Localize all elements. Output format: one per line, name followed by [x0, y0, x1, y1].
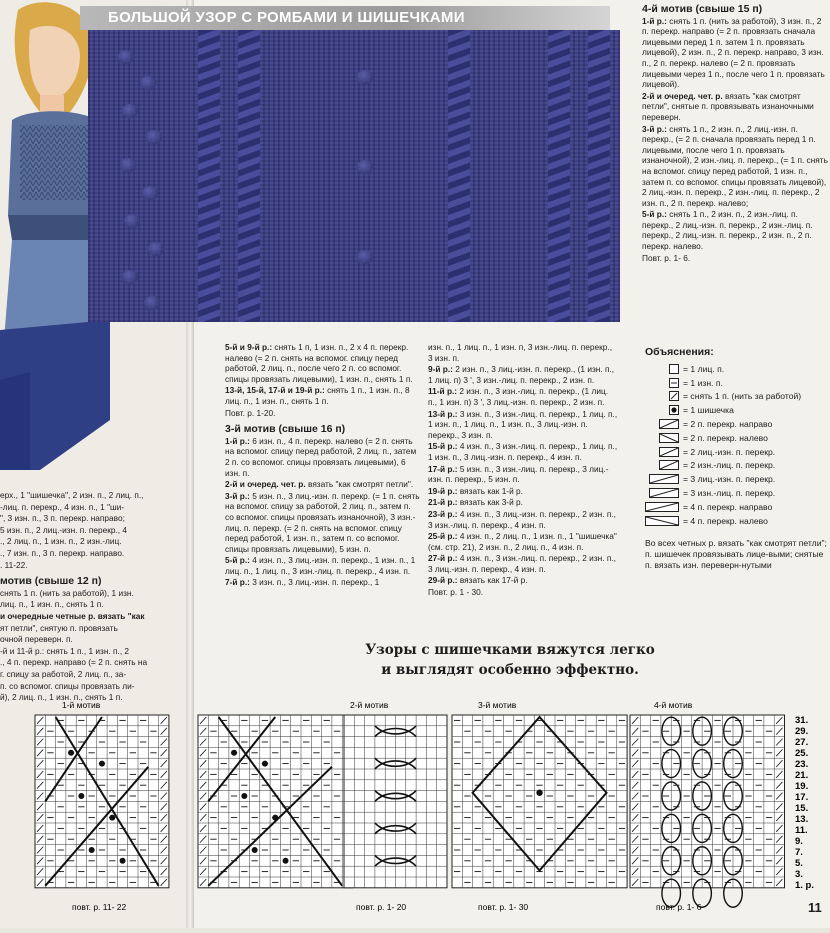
repeat-note: Повт. р. 1- 6.	[642, 252, 691, 263]
motif-4-heading: 4-й мотив (свыше 15 п)	[642, 3, 763, 15]
row-number-label: 3.	[795, 869, 803, 881]
row-number-label: 19.	[795, 781, 809, 793]
bobble-symbol-icon	[645, 405, 679, 415]
legend-item	[645, 459, 830, 473]
legend-text: = снять 1 п. (нить за работой)	[683, 391, 802, 402]
slogan-line-1: Узоры с шишечками вяжутся легко	[365, 642, 655, 658]
row-text: 5 изн. п., 3 изн.-лиц. п. перекр., 3 лиц.-изн. п. перекр., 5 изн. п.	[428, 463, 609, 485]
slogan-line-2: и выглядят особенно эффектно.	[381, 662, 639, 678]
left-line2-5: очной переверн. п.	[0, 634, 73, 645]
row-number-label: 29.	[795, 726, 809, 738]
row-head: 15-й р.:	[428, 441, 458, 452]
left-line-1: ерх., 1 "шишечка", 2 изн. п., 2 лиц. п.,	[0, 490, 144, 500]
row-head: 23-й р.:	[428, 508, 458, 519]
left-line-3: ", 3 изн. п., 3 п. перекр. направо;	[0, 513, 125, 524]
legend-text: = 2 п. перекр. направо	[683, 419, 773, 430]
row-head: 3-й р.:	[225, 490, 250, 501]
pl3-symbol-icon	[645, 488, 679, 498]
instructions-column-3	[642, 4, 828, 264]
legend-item	[645, 376, 830, 390]
pl2-symbol-icon	[645, 460, 679, 470]
motif-1-label: 1-й мотив	[62, 700, 101, 710]
legend-item	[645, 362, 830, 376]
cross2l-symbol-icon	[645, 433, 679, 443]
left-line2-3: и очередные четные р. вязать "как	[0, 610, 145, 621]
row-head: 1-й р.:	[642, 15, 667, 26]
left-line-6: ., 7 изн. п., 3 п. перекр. направо.	[0, 547, 125, 558]
row-head: 7-й р.:	[225, 577, 250, 588]
row-number-label: 25.	[795, 748, 809, 760]
legend-text: = 1 лиц. п.	[683, 363, 725, 374]
row-number-label: 17.	[795, 792, 809, 804]
knit-swatch-photo	[88, 30, 620, 322]
row-text: вязать "как смотрят петли", снятые п. провязывать изнаночными переверн.	[642, 90, 814, 122]
row-text: 4 изн. п., 3 лиц.-изн. п. перекр., 1 изн. п., 1 лиц. п., 1 лиц. п., 3 изн.-лиц. п. перекр., 4 изн. п.	[225, 555, 416, 576]
row-text: вязать как 17-й р.	[459, 575, 528, 586]
row-text: 4 изн. п., 3 изн.-лиц. п. перекр., 1 лиц. п., 1 изн. п., 3 лиц.-изн. п. перекр., 4 изн. п.	[428, 441, 618, 462]
banner-title: БОЛЬШОЙ УЗОР С РОМБАМИ И ШИШЕЧКАМИ	[108, 9, 465, 26]
row-text: снять 1 п, 1 изн. п., 2 х 4 п. перекр. налево (= 2 п. снять на вспомог. спицу перед работой, 2 лиц. п., после чего 2 п. со вспомог. спицы провязать лицевыми), 1 изн. п., снять 1 п.	[225, 342, 413, 384]
row-number-label: 31.	[795, 715, 809, 726]
row-text: 2 изн. п., 3 изн.-лиц. п. перекр., (1 лиц. п., 1 изн. п) 3 ', 3 лиц.-изн. п. перекр., 2 изн. п.	[428, 386, 609, 407]
left-line-4: 5 изн. п., 2 лиц.-изн. п. перекр., 4	[0, 524, 128, 535]
row-head: 11-й р.:	[428, 386, 458, 397]
page-number: 11	[808, 900, 822, 915]
knit-symbol-icon	[645, 364, 679, 374]
row-text: снять 1 п., 2 изн. п., 2 лиц.-изн. п. перекр., (= 2 п. сначала провязать перед 1 п. лицевыми, после чего 1 п. провязать изнаночной), 2 изн.-лиц. п. перекр., (= 1 п. снять на вспомог. спицу перед работой, 1 изн. п., затем п. со вспомог. спицы провязать лицевой), 2 лиц.-изн. п. перекр., 2 изн.-лиц. п. перекр., 2 изн. п., 2 п. перекр. налево;	[642, 123, 828, 208]
slip-symbol-icon	[645, 391, 679, 401]
chart-motif-2	[344, 715, 447, 888]
legend-text: = 2 изн.-лиц. п. перекр.	[683, 460, 776, 471]
legend-note: Во всех четных р. вязать "как смотрят петли"; п. шишечек провязывать лице-выми; снятые п. вязать изн. переверн-нутыми	[645, 537, 827, 570]
repeat-label-4: повт. р. 1- 6	[656, 902, 702, 912]
legend-text: = 3 лиц.-изн. п. перекр.	[683, 474, 776, 485]
row-text: снять 1 п. (нить за работой), 3 изн. п., 2 п. перекр. направо (= 2 п. провязать сначала лицевыми перед 1 п. затем 1 п. провязать лицевой), 2 изн. п., 2 п. перекр. направо, 3 изн. п., 2 п. перекр. налево (= 2 п. провязать лицевыми через 1 п., после чего 1 п. провязать лицевой).	[642, 15, 825, 90]
row-head: 2-й и очеред. чет. р.	[225, 479, 306, 490]
row-text: 2 изн. п., 3 лиц.-изн. п. перекр., (1 изн. п., 1 лиц. п) 3 ', 3 изн.-лиц. п. перекр., 2 изн. п.	[428, 364, 615, 385]
legend-item	[645, 431, 830, 445]
instructions-column-1	[225, 342, 420, 589]
row-text: снять 1 п., 1 изн. п., 8 лиц. п., 1 изн. п., снять 1 п.	[225, 385, 410, 406]
row-head: 3-й р.:	[642, 123, 667, 134]
row-head: 13-й, 15-й, 17-й и 19-й р.:	[225, 385, 325, 396]
legend	[645, 346, 830, 571]
row-text: 4 изн. п., 2 лиц. п., 1 изн. п., 1 "шишечка" (см. стр. 21), 2 изн. п., 2 лиц. п., 4 изн. п.	[428, 531, 617, 552]
row-text: вязать как 1-й р.	[459, 485, 523, 496]
row-head: 25-й р.:	[428, 531, 458, 542]
legend-item	[645, 500, 830, 514]
row-number-label: 21.	[795, 770, 809, 782]
legend-text: = 1 изн. п.	[683, 377, 723, 388]
row-head: 5-й и 9-й р.:	[225, 342, 273, 352]
row-number-label: 1. р.	[795, 880, 815, 892]
row-number-label: 23.	[795, 759, 809, 771]
left-line2-4: ят петли", снятую п. провязать	[0, 622, 118, 633]
row-head: 9-й р.:	[428, 364, 453, 375]
row-text: 3 изн. п., 3 изн.-лиц. п. перекр., 1 лиц. п., 1 изн. п., 1 лиц. п., 1 изн. п., 3 лиц.-изн. п. перекр., 3 изн. п.	[428, 408, 618, 440]
legend-item	[645, 514, 830, 528]
repeat-note: Повт. р. 1 - 30.	[428, 587, 484, 598]
cross2r-symbol-icon	[645, 419, 679, 429]
motif-3-label: 3-й мотив	[478, 700, 517, 710]
slogan	[300, 640, 720, 680]
row-head: 5-й р.:	[642, 209, 667, 220]
motif-4-label: 4-й мотив	[654, 700, 693, 710]
row-number-label: 27.	[795, 737, 809, 749]
left-line-5: ., 2 лиц. п., 1 изн. п., 2 изн.-лиц.	[0, 536, 122, 547]
chart-motif-4	[630, 715, 785, 907]
row-head: 27-й р.:	[428, 553, 458, 564]
row-head: 13-й р.:	[428, 408, 458, 419]
chart-motif-3	[452, 715, 627, 888]
legend-text: = 2 лиц.-изн. п. перекр.	[683, 446, 776, 457]
row-text: 4 изн. п., 3 изн.-лиц. п. перекр., 2 изн. п., 3 лиц.-изн. п. перекр., 4 изн. п.	[428, 553, 616, 574]
row-text: 6 изн. п., 4 п. перекр. налево (= 2 п. снять на вспомог. спицу перед работой, 2 лиц. п., затем 2 п. со вспомог. спицы провязать лицевыми), 6 изн. п.	[225, 435, 417, 478]
row-text: снять 1 п., 2 изн. п., 2 изн.-лиц. п. перекр., 2 лиц.-изн. п. перекр., 2 изн.-лиц. п. перекр., 2 лиц.-изн. п. перекр., 2 изн. п., 2 п. перекр. налево.	[642, 209, 813, 252]
row-number-label: 9.	[795, 836, 803, 848]
row-text: изн. п., 1 лиц. п., 1 изн. п, 3 изн.-лиц. п. перекр., 3 изн. п.	[428, 342, 612, 363]
lp3-symbol-icon	[645, 474, 679, 484]
motif-3-heading: 3-й мотив (свыше 16 п)	[225, 423, 346, 436]
legend-item	[645, 417, 830, 431]
cable-column-4	[548, 30, 570, 322]
repeat-label-3: повт. р. 1- 30	[478, 902, 529, 912]
legend-item	[645, 472, 830, 486]
cable-column-5	[588, 30, 610, 322]
left-line2-1: снять 1 п. (нить за работой), 1 изн.	[0, 587, 134, 598]
chart-motif-1b	[198, 715, 353, 888]
legend-item	[645, 486, 830, 500]
left-line2-9: п. со вспомог. спицы провязать ли-	[0, 680, 135, 691]
legend-item	[645, 390, 830, 404]
repeat-label-1: повт. р. 11- 22	[72, 902, 127, 912]
legend-item	[645, 445, 830, 459]
cable-column-1	[198, 30, 220, 322]
row-head: 2-й и очеред. чет. р.	[642, 90, 723, 101]
row-text: 4 изн. п., 3 лиц.-изн. п. перекр., 2 изн. п., 3 изн.-лиц. п. перекр., 4 изн. п.	[428, 508, 616, 530]
left-line-2: -лиц. п. перекр., 4 изн. п., 1 "ши-	[0, 501, 125, 512]
article-banner	[80, 6, 610, 30]
motif-2-label: 2-й мотив	[350, 700, 389, 710]
legend-text: = 1 шишечка	[683, 405, 734, 416]
left-line2-7: ., 4 п. перекр. направо (= 2 п. снять на	[0, 657, 148, 668]
row-text: 5 изн. п., 3 лиц.-изн. п. перекр. (= 1 п. снять на вспомог. спицу за работой, 2 лиц. п., затем п. со вспомог. спицы провязать изнаночной), 3 изн.-лиц. п. перекр. (= 2 п. снять на вспомог. спицу перед работой, 1 изн. п., затем п. со вспомог. спицы провязать лицевыми), 5 изн. п.	[225, 490, 420, 554]
cross4r-symbol-icon	[645, 502, 679, 512]
row-number-label: 13.	[795, 814, 809, 826]
left-line2-8: г. спицу за работой, 2 лиц. п., за-	[0, 668, 127, 679]
chart-motif-1	[35, 715, 169, 888]
row-head: 19-й р.:	[428, 485, 458, 496]
left-text-fragment	[0, 490, 180, 704]
legend-item	[645, 403, 830, 417]
bobble-column-1	[108, 30, 178, 322]
row-head: 21-й р.:	[428, 497, 458, 508]
cross4l-symbol-icon	[645, 516, 679, 526]
purl-symbol-icon	[645, 378, 679, 388]
row-number-label: 7.	[795, 847, 803, 859]
row-head: 5-й р.:	[225, 555, 250, 566]
row-text: вязать как 3-й р.	[459, 497, 523, 508]
row-number-label: 5.	[795, 858, 803, 870]
row-number-label: 11.	[795, 825, 808, 837]
row-head: 17-й р.:	[428, 463, 458, 474]
row-head: 1-й р.:	[225, 435, 250, 446]
knitting-charts	[0, 695, 830, 928]
legend-text: = 2 п. перекр. налево	[683, 432, 768, 443]
legend-text: = 4 п. перекр. направо	[683, 501, 773, 512]
left-line-7: . 11-22.	[0, 559, 28, 570]
legend-text: = 3 изн.-лиц. п. перекр.	[683, 488, 776, 499]
legend-title: Объяснения:	[645, 346, 714, 358]
row-head: 29-й р.:	[428, 575, 458, 586]
row-text: вязать "как смотрят петли".	[308, 479, 414, 490]
bobble-column-2	[333, 30, 403, 322]
cable-column-3	[448, 30, 470, 322]
row-number-label: 15.	[795, 803, 809, 815]
row-text: 3 изн. п., 3 лиц.-изн. п. перекр., 1	[252, 577, 380, 588]
left-line2-2: лиц. п., 1 изн. п., снять 1 п.	[0, 599, 104, 610]
lp2-symbol-icon	[645, 447, 679, 457]
left-line2-10: й), 2 лиц. п., 1 изн. п., снять 1 п.	[0, 692, 123, 703]
left-line2-6: -й и 11-й р.: снять 1 п., 1 изн. п., 2	[0, 645, 130, 656]
instructions-column-2	[428, 342, 618, 599]
cable-column-2	[238, 30, 260, 322]
legend-text: = 4 п. перекр. налево	[683, 515, 768, 526]
legend-rows	[645, 362, 830, 528]
left-heading: мотив (свыше 12 п)	[0, 575, 102, 588]
charts-svg	[0, 695, 830, 928]
repeat-label-2: повт. р. 1- 20	[356, 902, 407, 912]
repeat-note: Повт. р. 1-20.	[225, 407, 276, 418]
